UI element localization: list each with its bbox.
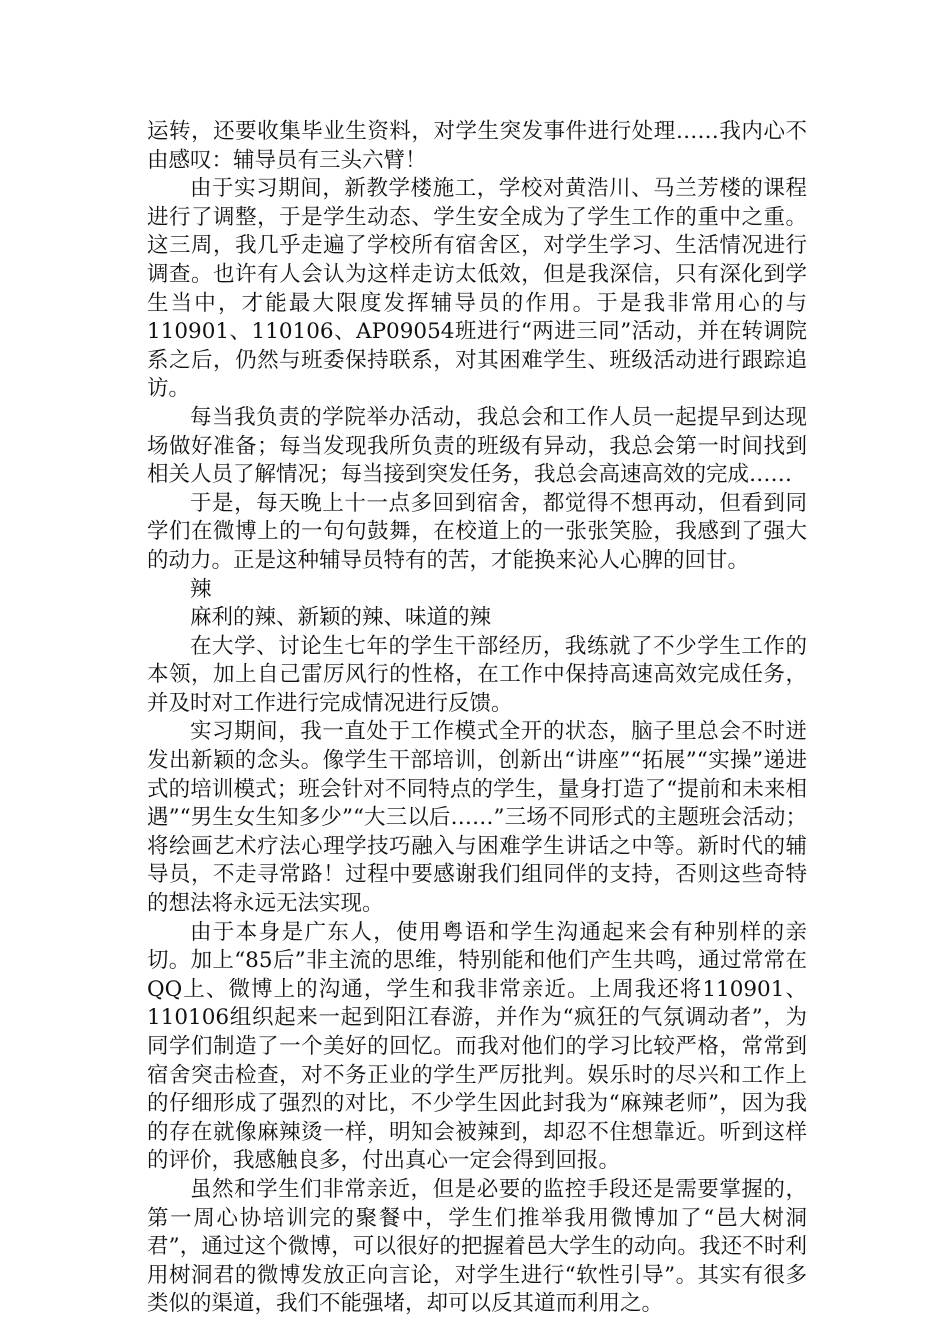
paragraph-5: 在大学、讨论生七年的学生干部经历，我练就了不少学生工作的本领，加上自己雷厉风行的性格，在工作中保持高速高效完成任务，并及时对工作进行完成情况进行反馈。 [147, 633, 807, 716]
paragraph-8: 虽然和学生们非常亲近，但是必要的监控手段还是需要掌握的，第一周心协培训完的聚餐中，学生们推举我用微博加了“邑大树洞君”，通过这个微博，可以很好的把握着邑大学生的动向。我还不时利用树洞君的微博发放正向言论，对学生进行“软性引导”。其实有很多类似的渠道，我们不能强堵，却可以反其道而利用之。 [147, 1176, 807, 1317]
section-heading: 辣 [190, 576, 212, 602]
paragraph-4: 于是，每天晚上十一点多回到宿舍，都觉得不想再动，但看到同学们在微博上的一句句鼓舞，在校道上的一张张笑脸，我感到了强大的动力。正是这种辅导员特有的苦，才能换来沁人心脾的回甘。 [147, 490, 807, 573]
paragraph-2: 由于实习期间，新教学楼施工，学校对黄浩川、马兰芳楼的课程进行了调整，于是学生动态、学生安全成为了学生工作的重中之重。这三周，我几乎走遍了学校所有宿舍区，对学生学习、生活情况进行调查。也许有人会认为这样走访太低效，但是我深信，只有深化到学生当中，才能最大限度发挥辅导员的作用。于是我非常用心的与110901、110106、AP09054班进行“两进三同”活动，并在转调院系之后，仍然与班委保持联系，对其困难学生、班级活动进行跟踪追访。 [147, 176, 807, 402]
paragraph-3: 每当我负责的学院举办活动，我总会和工作人员一起提早到达现场做好准备；每当发现我所负责的班级有异动，我总会第一时间找到相关人员了解情况；每当接到突发任务，我总会高速高效的完成…… [147, 404, 807, 488]
document-body [147, 118, 807, 1319]
section-subheading: 麻利的辣、新颖的辣、味道的辣 [190, 605, 492, 631]
paragraph-7: 由于本身是广东人，使用粤语和学生沟通起来会有种别样的亲切。加上“85后”非主流的思维，特别能和他们产生共鸣，通过常常在QQ上、微博上的沟通，学生和我非常亲近。上周我还将110901、110106组织起来一起到阳江春游，并作为“疯狂的气氛调动者”，为同学们制造了一个美好的回忆。而我对他们的学习比较严格，常常到宿舍突击检查，对不务正业的学生严厉批判。娱乐时的尽兴和工作上的仔细形成了强烈的对比，不少学生因此封我为“麻辣老师”，因为我的存在就像麻辣烫一样，明知会被辣到，却忍不住想靠近。听到这样的评价，我感触良多，付出真心一定会得到回报。 [147, 919, 807, 1174]
paragraph-6: 实习期间，我一直处于工作模式全开的状态，脑子里总会不时迸发出新颖的念头。像学生干部培训，创新出“讲座”“拓展”“实操”递进式的培训模式；班会针对不同特点的学生，量身打造了“提前和未来相遇”“男生女生知多少”“大三以后……”三场不同形式的主题班会活动；将绘画艺术疗法心理学技巧融入与困难学生讲话之中等。新时代的辅导员，不走寻常路！过程中要感谢我们组同伴的支持，否则这些奇特的想法将永远无法实现。 [147, 719, 807, 917]
paragraph-1: 运转，还要收集毕业生资料，对学生突发事件进行处理……我内心不由感叹：辅导员有三头六臂！ [147, 119, 807, 173]
